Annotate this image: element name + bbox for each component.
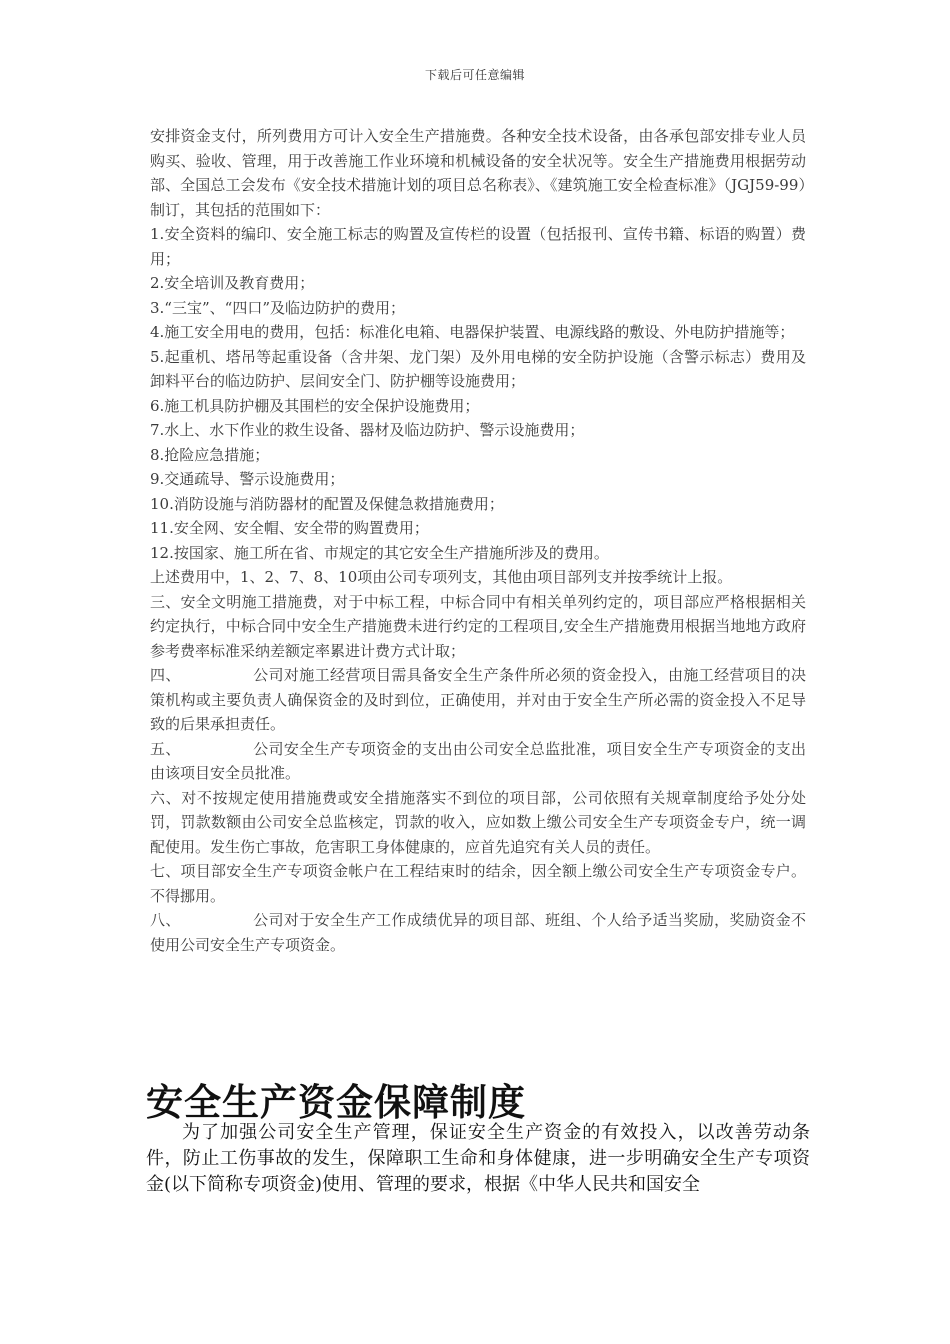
list-item: 6.施工机具防护棚及其围栏的安全保护设施费用； bbox=[150, 396, 480, 415]
paragraph: 七、项目部安全生产专项资金帐户在工程结束时的结余，因全额上缴公司安全生产专项资金专户。不得挪用。 bbox=[150, 862, 806, 905]
list-item: 3.“三宝”、“四口”及临边防护的费用； bbox=[150, 298, 405, 317]
list-item: 7.水上、水下作业的救生设备、器材及临边防护、警示设施费用； bbox=[150, 421, 585, 439]
paragraph-label: 四、 bbox=[150, 666, 181, 684]
list-item: 5.起重机、塔吊等起重设备（含井架、龙门架）及外用电梯的安全防护设施（含警示标志）费用及卸料平台的临边防护、层间安全门、防护棚等设施费用； bbox=[150, 347, 806, 390]
document-body bbox=[150, 124, 806, 957]
list-item: 2.安全培训及教育费用； bbox=[150, 274, 315, 292]
paragraph: 三、安全文明施工措施费，对于中标工程，中标合同中有相关单列约定的，项目部应严格根据相关约定执行，中标合同中安全生产措施费未进行约定的工程项目,安全生产措施费用根据当地地方政府参考费率标准采纳差额定率累进计费方式计取； bbox=[150, 592, 806, 660]
paragraph-label: 八、 bbox=[150, 911, 181, 929]
paragraph-label: 五、 bbox=[150, 739, 181, 758]
paragraph bbox=[150, 908, 806, 957]
section-heading: 安全生产资金保障制度 bbox=[146, 1081, 526, 1124]
paragraph: 六、对不按规定使用措施费或安全措施落实不到位的项目部，公司依照有关规章制度给予处分处罚，罚款数额由公司安全总监核定，罚款的收入，应如数上缴公司安全生产专项资金专户，统一调配使用。发生伤亡事故，危害职工身体健康的，应首先追究有关人员的责任。 bbox=[150, 788, 806, 856]
list-item: 1.安全资料的编印、安全施工标志的购置及宣传栏的设置（包括报刊、宣传书籍、标语的购置）费用； bbox=[150, 225, 806, 268]
paragraph-text: 公司对于安全生产工作成绩优异的项目部、班组、个人给予适当奖励，奖励资金不使用公司安全生产专项资金。 bbox=[150, 911, 806, 954]
list-item: 11.安全网、安全帽、安全带的购置费用； bbox=[150, 519, 429, 537]
list-item: 8.抢险应急措施； bbox=[150, 445, 270, 464]
paragraph-text: 公司对施工经营项目需具备安全生产条件所必须的资金投入，由施工经营项目的决策机构或主要负责人确保资金的及时到位，正确使用，并对由于安全生产所必需的资金投入不足导致的后果承担责任。 bbox=[150, 666, 806, 733]
list-item: 12.按国家、施工所在省、市规定的其它安全生产措施所涉及的费用。 bbox=[150, 543, 609, 562]
paragraph-text: 公司安全生产专项资金的支出由公司安全总监批准，项目安全生产专项资金的支出由该项目安全员批准。 bbox=[150, 739, 806, 782]
paragraph bbox=[150, 737, 806, 786]
section-intro: 为了加强公司安全生产管理，保证安全生产资金的有效投入，以改善劳动条件，防止工伤事故的发生，保障职工生命和身体健康，进一步明确安全生产专项资金(以下简称专项资金)使用、管理的要求，根据《中华人民共和国安全 bbox=[146, 1122, 810, 1195]
paragraph: 安排资金支付，所列费用方可计入安全生产措施费。各种安全技术设备，由各承包部安排专业人员购买、验收、管理，用于改善施工作业环境和机械设备的安全状况等。安全生产措施费用根据劳动部、全国总工会发布《安全技术措施计划的项目总名称表》、《建筑施工安全检查标准》（JGJ59-99）制订，其包括的范围如下： bbox=[150, 127, 806, 219]
list-item: 10.消防设施与消防器材的配置及保健急救措施费用； bbox=[150, 494, 504, 513]
page-header: 下载后可任意编辑 bbox=[424, 68, 525, 82]
paragraph bbox=[150, 663, 806, 737]
paragraph: 上述费用中，1、2、7、8、10项由公司专项列支，其他由项目部列支并按季统计上报。 bbox=[150, 568, 733, 586]
list-item: 4.施工安全用电的费用，包括：标准化电箱、电器保护装置、电源线路的敷设、外电防护措施等； bbox=[150, 323, 795, 341]
list-item: 9.交通疏导、警示设施费用； bbox=[150, 470, 345, 488]
